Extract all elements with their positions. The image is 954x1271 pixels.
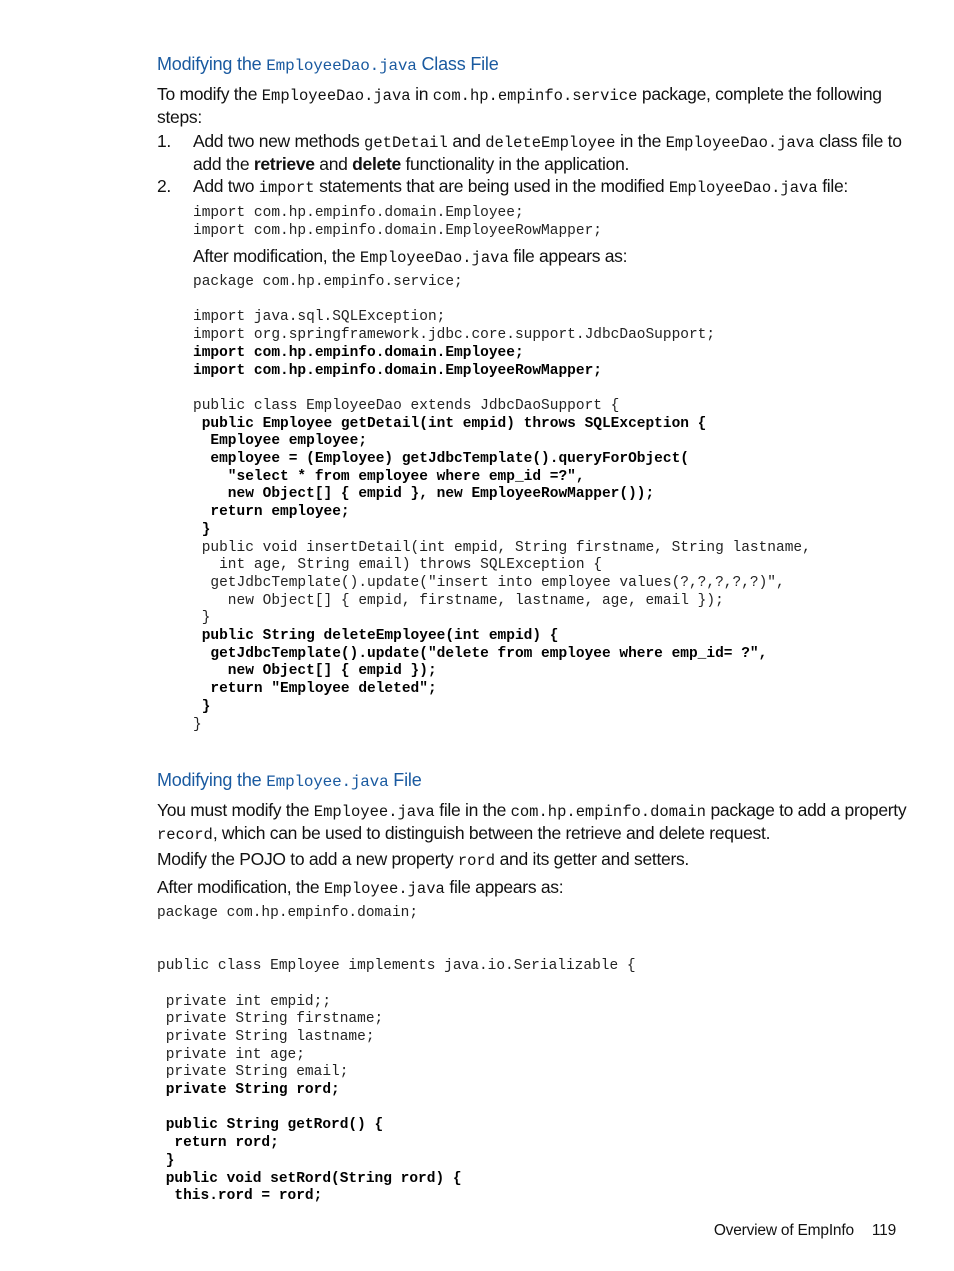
code-line: Employee employee;: [193, 433, 368, 450]
code-line: private String lastname;: [157, 1028, 375, 1045]
text-run: You must modify the: [157, 800, 314, 820]
text-run: file in the: [434, 800, 511, 820]
code-line: "select * from employee where emp_id =?",: [193, 468, 585, 485]
code-line: package com.hp.empinfo.service;: [193, 274, 463, 290]
code-line: }: [193, 716, 202, 733]
code-run: rord: [457, 852, 496, 870]
heading-prefix: Modifying the: [157, 54, 267, 74]
code-line: import com.hp.empinfo.domain.Employee;: [193, 205, 524, 221]
text-run: To modify the: [157, 84, 262, 104]
text-run: file appears as:: [508, 246, 628, 266]
code-run: EmployeeDao.java: [261, 87, 411, 105]
code-line: private int age;: [157, 1046, 305, 1063]
code-line: import com.hp.empinfo.domain.Employee;: [193, 344, 524, 361]
code-line: public void insertDetail(int empid, String firstname, String lastname,: [193, 539, 811, 556]
imports-code-block: [193, 205, 602, 240]
bold-run: retrieve: [253, 154, 315, 174]
code-line: return employee;: [193, 504, 350, 521]
code-run: getDetail: [364, 134, 448, 152]
text-run: After modification, the: [193, 246, 360, 266]
footer-section-title: Overview of EmpInfo: [713, 1222, 854, 1239]
code-run: Employee.java: [323, 880, 445, 898]
code-line: private String email;: [157, 1064, 349, 1081]
text-run: Add two: [193, 176, 259, 196]
code-line: package com.hp.empinfo.domain;: [157, 905, 419, 921]
text-run: and: [447, 131, 486, 151]
after-modification-text: [193, 246, 907, 269]
code-line: getJdbcTemplate().update("insert into employee values(?,?,?,?,?)",: [193, 574, 785, 591]
code-line: }: [193, 610, 211, 627]
code-line: }: [193, 521, 211, 538]
code-line: import com.hp.empinfo.domain.EmployeeRowMapper;: [193, 222, 602, 239]
text-run: , which can be used to distinguish between the retrieve and delete request.: [212, 823, 771, 843]
text-run: in the: [615, 131, 666, 151]
code-run: record: [157, 826, 213, 844]
text-run: file:: [817, 176, 848, 196]
code-run: EmployeeDao.java: [668, 179, 818, 197]
code-line: this.rord = rord;: [157, 1188, 323, 1205]
code-line: import java.sql.SQLException;: [193, 309, 446, 326]
code-line: private String firstname;: [157, 1011, 384, 1028]
intro-paragraph: [157, 84, 907, 128]
code-line: public String getRord() {: [157, 1117, 384, 1134]
code-line: return "Employee deleted";: [193, 681, 437, 698]
after-modification-employee-text: [157, 877, 907, 900]
text-run: in: [410, 84, 433, 104]
modify-pojo-paragraph: [157, 849, 907, 872]
heading-prefix: Modifying the: [157, 770, 267, 790]
text-run: and its getter and setters.: [495, 849, 689, 869]
code-run: EmployeeDao.java: [359, 249, 509, 267]
code-line: private int empid;;: [157, 993, 332, 1010]
code-line: public void setRord(String rord) {: [157, 1170, 462, 1187]
code-line: new Object[] { empid }, new EmployeeRowMapper());: [193, 486, 655, 503]
modify-employee-paragraph: [157, 800, 907, 846]
code-line: [157, 976, 636, 994]
step-body: [193, 131, 903, 175]
code-line: [157, 940, 636, 958]
heading-code: Employee.java: [266, 773, 389, 791]
step-body: [193, 176, 903, 199]
employee-code-listing: [157, 905, 636, 1206]
text-run: Add two new methods: [193, 131, 365, 151]
code-run: com.hp.empinfo.domain: [510, 803, 706, 821]
code-line: public class EmployeeDao extends JdbcDaoSupport {: [193, 397, 620, 414]
step-number: 2.: [157, 176, 171, 196]
code-line: public Employee getDetail(int empid) throws SQLException {: [193, 415, 707, 432]
heading-suffix: File: [388, 770, 422, 790]
code-line: employee = (Employee) getJdbcTemplate().queryForObject(: [193, 451, 689, 468]
code-run: import: [258, 179, 315, 197]
text-run: Modify the POJO to add a new property: [157, 849, 458, 869]
code-line: return rord;: [157, 1135, 279, 1152]
text-run: package, complete the following steps:: [157, 84, 882, 127]
code-line: [157, 1100, 636, 1118]
page-footer: [714, 1222, 896, 1240]
code-run: Employee.java: [313, 803, 435, 821]
code-line: public String deleteEmployee(int empid) {: [193, 628, 559, 645]
text-run: class file to add the: [193, 131, 902, 174]
employeedao-code-listing: [193, 274, 811, 734]
text-run: After modification, the: [157, 877, 324, 897]
heading-code: EmployeeDao.java: [266, 57, 417, 75]
code-line: import com.hp.empinfo.domain.EmployeeRowMapper;: [193, 362, 602, 379]
page-number: 119: [871, 1222, 896, 1239]
code-line: }: [157, 1152, 175, 1169]
code-run: com.hp.empinfo.service: [432, 87, 638, 105]
text-run: statements that are being used in the modified: [314, 176, 669, 196]
code-line: getJdbcTemplate().update("delete from employee where emp_id= ?",: [193, 645, 768, 662]
step-number: 1.: [157, 131, 171, 151]
code-run: deleteEmployee: [485, 134, 616, 152]
code-line: private String rord;: [157, 1082, 340, 1099]
code-line: [193, 380, 811, 398]
code-line: int age, String email) throws SQLException {: [193, 557, 602, 574]
text-run: functionality in the application.: [400, 154, 630, 174]
section-heading-employee: [157, 770, 422, 791]
heading-suffix: Class File: [416, 54, 499, 74]
code-run: EmployeeDao.java: [665, 134, 815, 152]
code-line: }: [193, 698, 211, 715]
bold-run: delete: [352, 154, 401, 174]
code-line: new Object[] { empid });: [193, 663, 437, 680]
text-run: package to add a property: [705, 800, 907, 820]
code-line: [193, 292, 811, 310]
code-line: public class Employee implements java.io.Serializable {: [157, 958, 636, 975]
code-line: [157, 923, 636, 941]
text-run: and: [314, 154, 353, 174]
code-line: new Object[] { empid, firstname, lastname, age, email });: [193, 592, 724, 609]
section-heading-employeedao: [157, 54, 499, 75]
text-run: file appears as:: [444, 877, 564, 897]
code-line: import org.springframework.jdbc.core.support.JdbcDaoSupport;: [193, 327, 716, 344]
